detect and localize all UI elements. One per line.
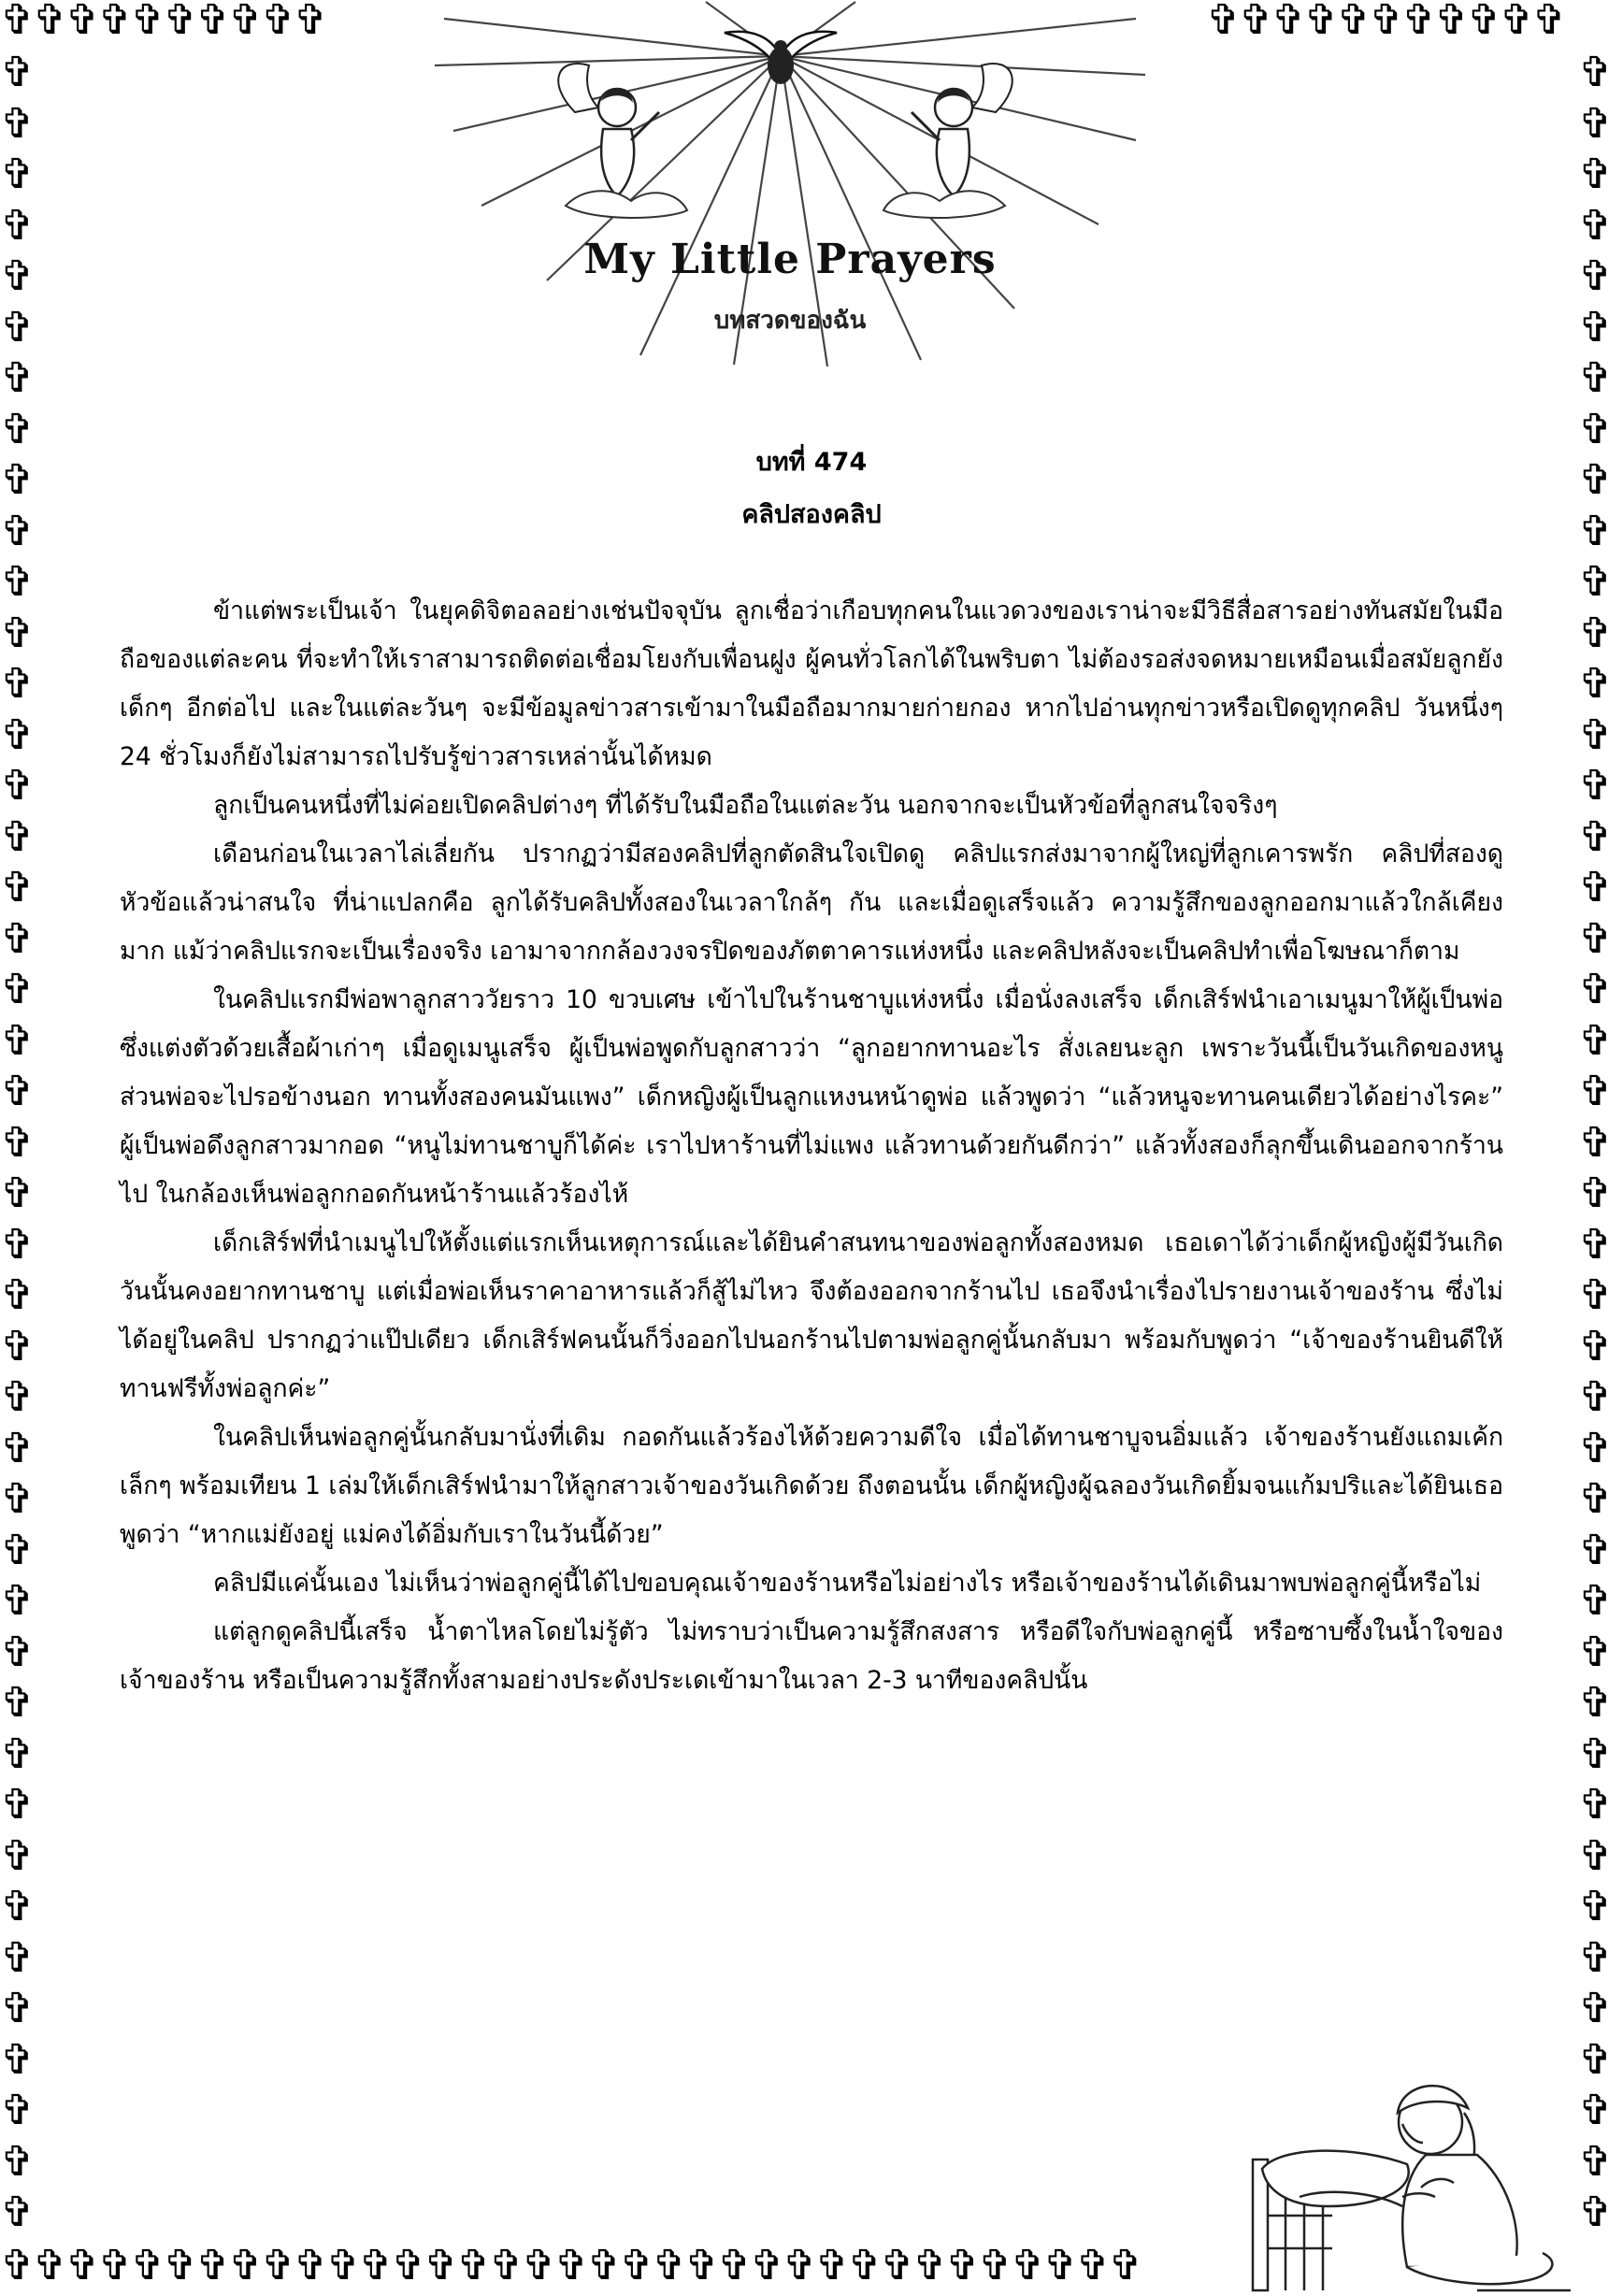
cross-glyph: ✞ [1578,914,1613,963]
cross-glyph: ✞ [0,252,35,300]
header-title: My Little Prayers [583,236,997,283]
cross-glyph: ✞ [0,660,35,708]
cross-glyph: ✞ [0,1271,35,1319]
cross-glyph: ✞ [0,2137,35,2186]
cross-glyph: ✞ [1578,201,1613,250]
cross-glyph: ✞ [1578,151,1613,198]
angel-right-icon [883,64,1013,218]
cross-glyph: ✞ [0,1985,35,2032]
cross-glyph: ✞ [0,303,35,352]
cross-glyph: ✞ [0,1424,35,1472]
chapter-number: บทที่ 474 [755,448,868,477]
cross-glyph: ✞ [0,2087,35,2134]
cross-glyph: ✞ [0,1016,35,1065]
cross-glyph: ✞ [0,1118,35,1167]
cross-glyph: ✞ [1578,1016,1613,1065]
cross-glyph: ✞ [1578,1985,1613,2032]
cross-border-bottom: ✞✞✞✞✞✞✞✞✞✞✞✞✞✞✞✞✞✞✞✞✞✞✞✞✞✞✞✞✞✞✞✞✞✞✞ [0,2246,1142,2289]
cross-glyph: ✞ [1578,405,1613,453]
cross-glyph: ✞ [0,864,35,911]
cross-glyph: ✞ [1578,252,1613,300]
cross-glyph: ✞ [1578,1883,1613,1930]
cross-glyph: ✞ [1578,1170,1613,1217]
praying-girl-icon [1243,2057,1580,2296]
cross-glyph: ✞ [0,507,35,555]
cross-glyph: ✞ [1578,1933,1613,1982]
cross-glyph: ✞ [1578,1373,1613,1421]
header-illustration [425,0,1155,369]
cross-glyph: ✞ [1578,456,1613,504]
cross-glyph: ✞ [1578,1526,1613,1574]
cross-border-right [1578,52,1623,2240]
cross-glyph: ✞ [1578,1271,1613,1319]
cross-glyph: ✞ [0,151,35,198]
cross-glyph: ✞ [0,1933,35,1982]
cross-glyph: ✞ [1578,558,1613,606]
cross-border-left [0,52,47,2240]
cross-glyph: ✞ [0,1068,35,1115]
angel-left-icon [558,64,687,218]
cross-border-top-left: ✞✞✞✞✞✞✞✞✞✞ [0,0,326,44]
cross-glyph: ✞ [0,966,35,1013]
cross-glyph: ✞ [0,2035,35,2084]
cross-glyph: ✞ [0,914,35,963]
paragraph: ในคลิปแรกมีพ่อพาลูกสาววัยราว 10 ขวบเศษ เข้าไปในร้านชาบูแห่งหนึ่ง เมื่อนั่งลงเสร็จ เด็กเสิร์ฟนำเอาเมนูมาให้ผู้เป็นพ่อ ซึ่งแต่งตัวด้วยเสื้อผ้าเก่าๆ เมื่อดูเมนูเสร็จ ผู้เป็นพ่อพูดกับลูกสาวว่า “ลูกอยากทานอะไร สั่งเลยนะลูก เพราะวันนี้เป็นวันเกิดของหนู ส่วนพ่อจะไปรอข้างนอก ทานทั้งสองคนมันแพง” เด็กหญิงผู้เป็นลูกแหงนหน้าดูพ่อ แล้วพูดว่า “แล้วหนูจะทานคนเดียวได้อย่างไรคะ” ผู้เป็นพ่อดึงลูกสาวมากอด “หนูไม่ทานชาบูก็ได้ค่ะ เราไปหาร้านที่ไม่แพง แล้วทานด้วยกันดีกว่า” แล้วทั้งสองก็ลุกขึ้นเดินออกจากร้านไป ในกล้องเห็นพ่อลูกกอดกันหน้าร้านแล้วร้องไห้ [120,985,1503,1209]
chapter-title: คลิปสองคลิป [741,500,882,529]
cross-glyph: ✞ [0,1831,35,1880]
cross-glyph: ✞ [0,1220,35,1269]
cross-glyph: ✞ [1578,864,1613,911]
cross-glyph: ✞ [0,762,35,810]
cross-glyph: ✞ [1578,660,1613,708]
header-subtitle: บทสวดของฉัน [713,307,867,335]
cross-glyph: ✞ [0,1729,35,1778]
cross-glyph: ✞ [1578,1729,1613,1778]
cross-glyph: ✞ [0,1628,35,1676]
cross-glyph: ✞ [0,1883,35,1930]
paragraph: ข้าแต่พระเป็นเจ้า ในยุคดิจิตอลอย่างเช่นปัจจุบัน ลูกเชื่อว่าเกือบทุกคนในแวดวงของเราน่าจะมีวิธีสื่อสารอย่างทันสมัยในมือถือของแต่ละคน ที่จะทำให้เราสามารถติดต่อเชื่อมโยงกับเพื่อนฝูง ผู้คนทั่วโลกได้ในพริบตา ไม่ต้องรอส่งจดหมายเหมือนเมื่อสมัยลูกยังเด็กๆ อีกต่อไป และในแต่ละวันๆ จะมีข้อมูลข่าวสารเข้ามาในมือถือมากมายก่ายกอง หากไปอ่านทุกข่าวหรือเปิดดูทุกคลิป วันหนึ่งๆ 24 ชั่วโมงก็ยังไม่สามารถไปรับรู้ข่าวสารเหล่านั้นได้หมด [120,596,1503,771]
cross-glyph: ✞ [1578,1628,1613,1676]
cross-glyph: ✞ [0,456,35,504]
cross-glyph: ✞ [1578,1068,1613,1115]
cross-glyph: ✞ [1578,1577,1613,1625]
cross-glyph: ✞ [1578,710,1613,759]
cross-glyph: ✞ [1578,1118,1613,1167]
body-text [120,587,1503,1705]
cross-glyph: ✞ [1578,2188,1613,2236]
cross-glyph: ✞ [0,1373,35,1421]
cross-glyph: ✞ [1578,1679,1613,1727]
cross-glyph: ✞ [0,405,35,453]
cross-glyph: ✞ [1578,507,1613,555]
cross-glyph: ✞ [1578,1831,1613,1880]
cross-glyph: ✞ [1578,1220,1613,1269]
cross-glyph: ✞ [1578,1424,1613,1472]
paragraph: ในคลิปเห็นพ่อลูกคู่นั้นกลับมานั่งที่เดิม กอดกันแล้วร้องไห้ด้วยความดีใจ เมื่อได้ทานชาบูจนอิ่มแล้ว เจ้าของร้านยังแถมเค้กเล็กๆ พร้อมเทียน 1 เล่มให้เด็กเสิร์ฟนำมาให้ลูกสาวเจ้าของวันเกิดด้วย ถึงตอนนั้น เด็กผู้หญิงผู้ฉลองวันเกิดยิ้มจนแก้มปริและได้ยินเธอพูดว่า “หากแม่ยังอยู่ แม่คงได้อิ่มกับเราในวันนี้ด้วย” [120,1423,1503,1549]
cross-glyph: ✞ [0,2188,35,2236]
cross-glyph: ✞ [1578,1781,1613,1829]
cross-glyph: ✞ [0,1577,35,1625]
cross-glyph: ✞ [1578,52,1613,96]
paragraph: แต่ลูกดูคลิปนี้เสร็จ น้ำตาไหลโดยไม่รู้ตัว ไม่ทราบว่าเป็นความรู้สึกสงสาร หรือดีใจกับพ่อลูกคู่นี้ หรือซาบซึ้งในน้ำใจของเจ้าของร้าน หรือเป็นความรู้สึกทั้งสามอย่างประดังประเดเข้ามาในเวลา 2-3 นาทีของคลิปนั้น [120,1617,1503,1695]
cross-glyph: ✞ [1578,354,1613,402]
paragraph: เดือนก่อนในเวลาไล่เลี่ยกัน ปรากฏว่ามีสองคลิปที่ลูกตัดสินใจเปิดดู คลิปแรกส่งมาจากผู้ใหญ่ที่ลูกเคารพรัก คลิปที่สองดูหัวข้อแล้วน่าสนใจ ที่น่าแปลกคือ ลูกได้รับคลิปทั้งสองในเวลาใกล้ๆ กัน และเมื่อดูเสร็จแล้ว ความรู้สึกของลูกออกมาแล้วใกล้เคียงมาก แม้ว่าคลิปแรกจะเป็นเรื่องจริง เอามาจากกล้องวงจรปิดของภัตตาคารแห่งหนึ่ง และคลิปหลังจะเป็นคลิปทำเพื่อโฆษณาก็ตาม [120,839,1503,966]
cross-glyph: ✞ [1578,1322,1613,1370]
paragraph: ลูกเป็นคนหนึ่งที่ไม่ค่อยเปิดคลิปต่างๆ ที่ได้รับในมือถือในแต่ละวัน นอกจากจะเป็นหัวข้อที่ลูกสนใจจริงๆ [213,791,1278,820]
cross-glyph: ✞ [0,609,35,657]
cross-glyph: ✞ [0,710,35,759]
cross-glyph: ✞ [1578,2087,1613,2134]
cross-glyph: ✞ [1578,762,1613,810]
cross-glyph: ✞ [0,52,35,96]
cross-glyph: ✞ [1578,609,1613,657]
cross-glyph: ✞ [0,1170,35,1217]
cross-glyph: ✞ [1578,966,1613,1013]
cross-glyph: ✞ [0,1475,35,1523]
cross-border-top-right: ✞✞✞✞✞✞✞✞✞✞✞ [1206,0,1565,44]
cross-glyph: ✞ [0,1526,35,1574]
cross-glyph: ✞ [0,1679,35,1727]
cross-glyph: ✞ [0,812,35,861]
cross-glyph: ✞ [1578,303,1613,352]
cross-glyph: ✞ [0,201,35,250]
cross-glyph: ✞ [1578,1475,1613,1523]
paragraph: เด็กเสิร์ฟที่นำเมนูไปให้ตั้งแต่แรกเห็นเหตุการณ์และได้ยินคำสนทนาของพ่อลูกทั้งสองหมด เธอเดาได้ว่าเด็กผู้หญิงผู้มีวันเกิดวันนั้นคงอยากทานชาบู แต่เมื่อพ่อเห็นราคาอาหารแล้วก็สู้ไม่ไหว จึงต้องออกจากร้านไป เธอจึงนำเรื่องไปรายงานเจ้าของร้าน ซึ่งไม่ได้อยู่ในคลิป ปรากฏว่าแป๊ปเดียว เด็กเสิร์ฟคนนั้นก็วิ่งออกไปนอกร้านไปตามพ่อลูกคู่นั้นกลับมา พร้อมกับพูดว่า “เจ้าของร้านยินดีให้ทานฟรีทั้งพ่อลูกค่ะ” [120,1228,1503,1403]
cross-glyph: ✞ [0,1322,35,1370]
cross-glyph: ✞ [1578,99,1613,148]
paragraph: คลิปมีแค่นั้นเอง ไม่เห็นว่าพ่อลูกคู่นี้ได้ไปขอบคุณเจ้าของร้านหรือไม่อย่างไร หรือเจ้าของร้านได้เดินมาพบพ่อลูกคู่นี้หรือไม่ [213,1569,1482,1598]
cross-glyph: ✞ [1578,812,1613,861]
cross-glyph: ✞ [0,558,35,606]
cross-glyph: ✞ [0,354,35,402]
cross-glyph: ✞ [0,99,35,148]
cross-glyph: ✞ [1578,2035,1613,2084]
cross-glyph: ✞ [1578,2137,1613,2186]
cross-glyph: ✞ [0,1781,35,1829]
